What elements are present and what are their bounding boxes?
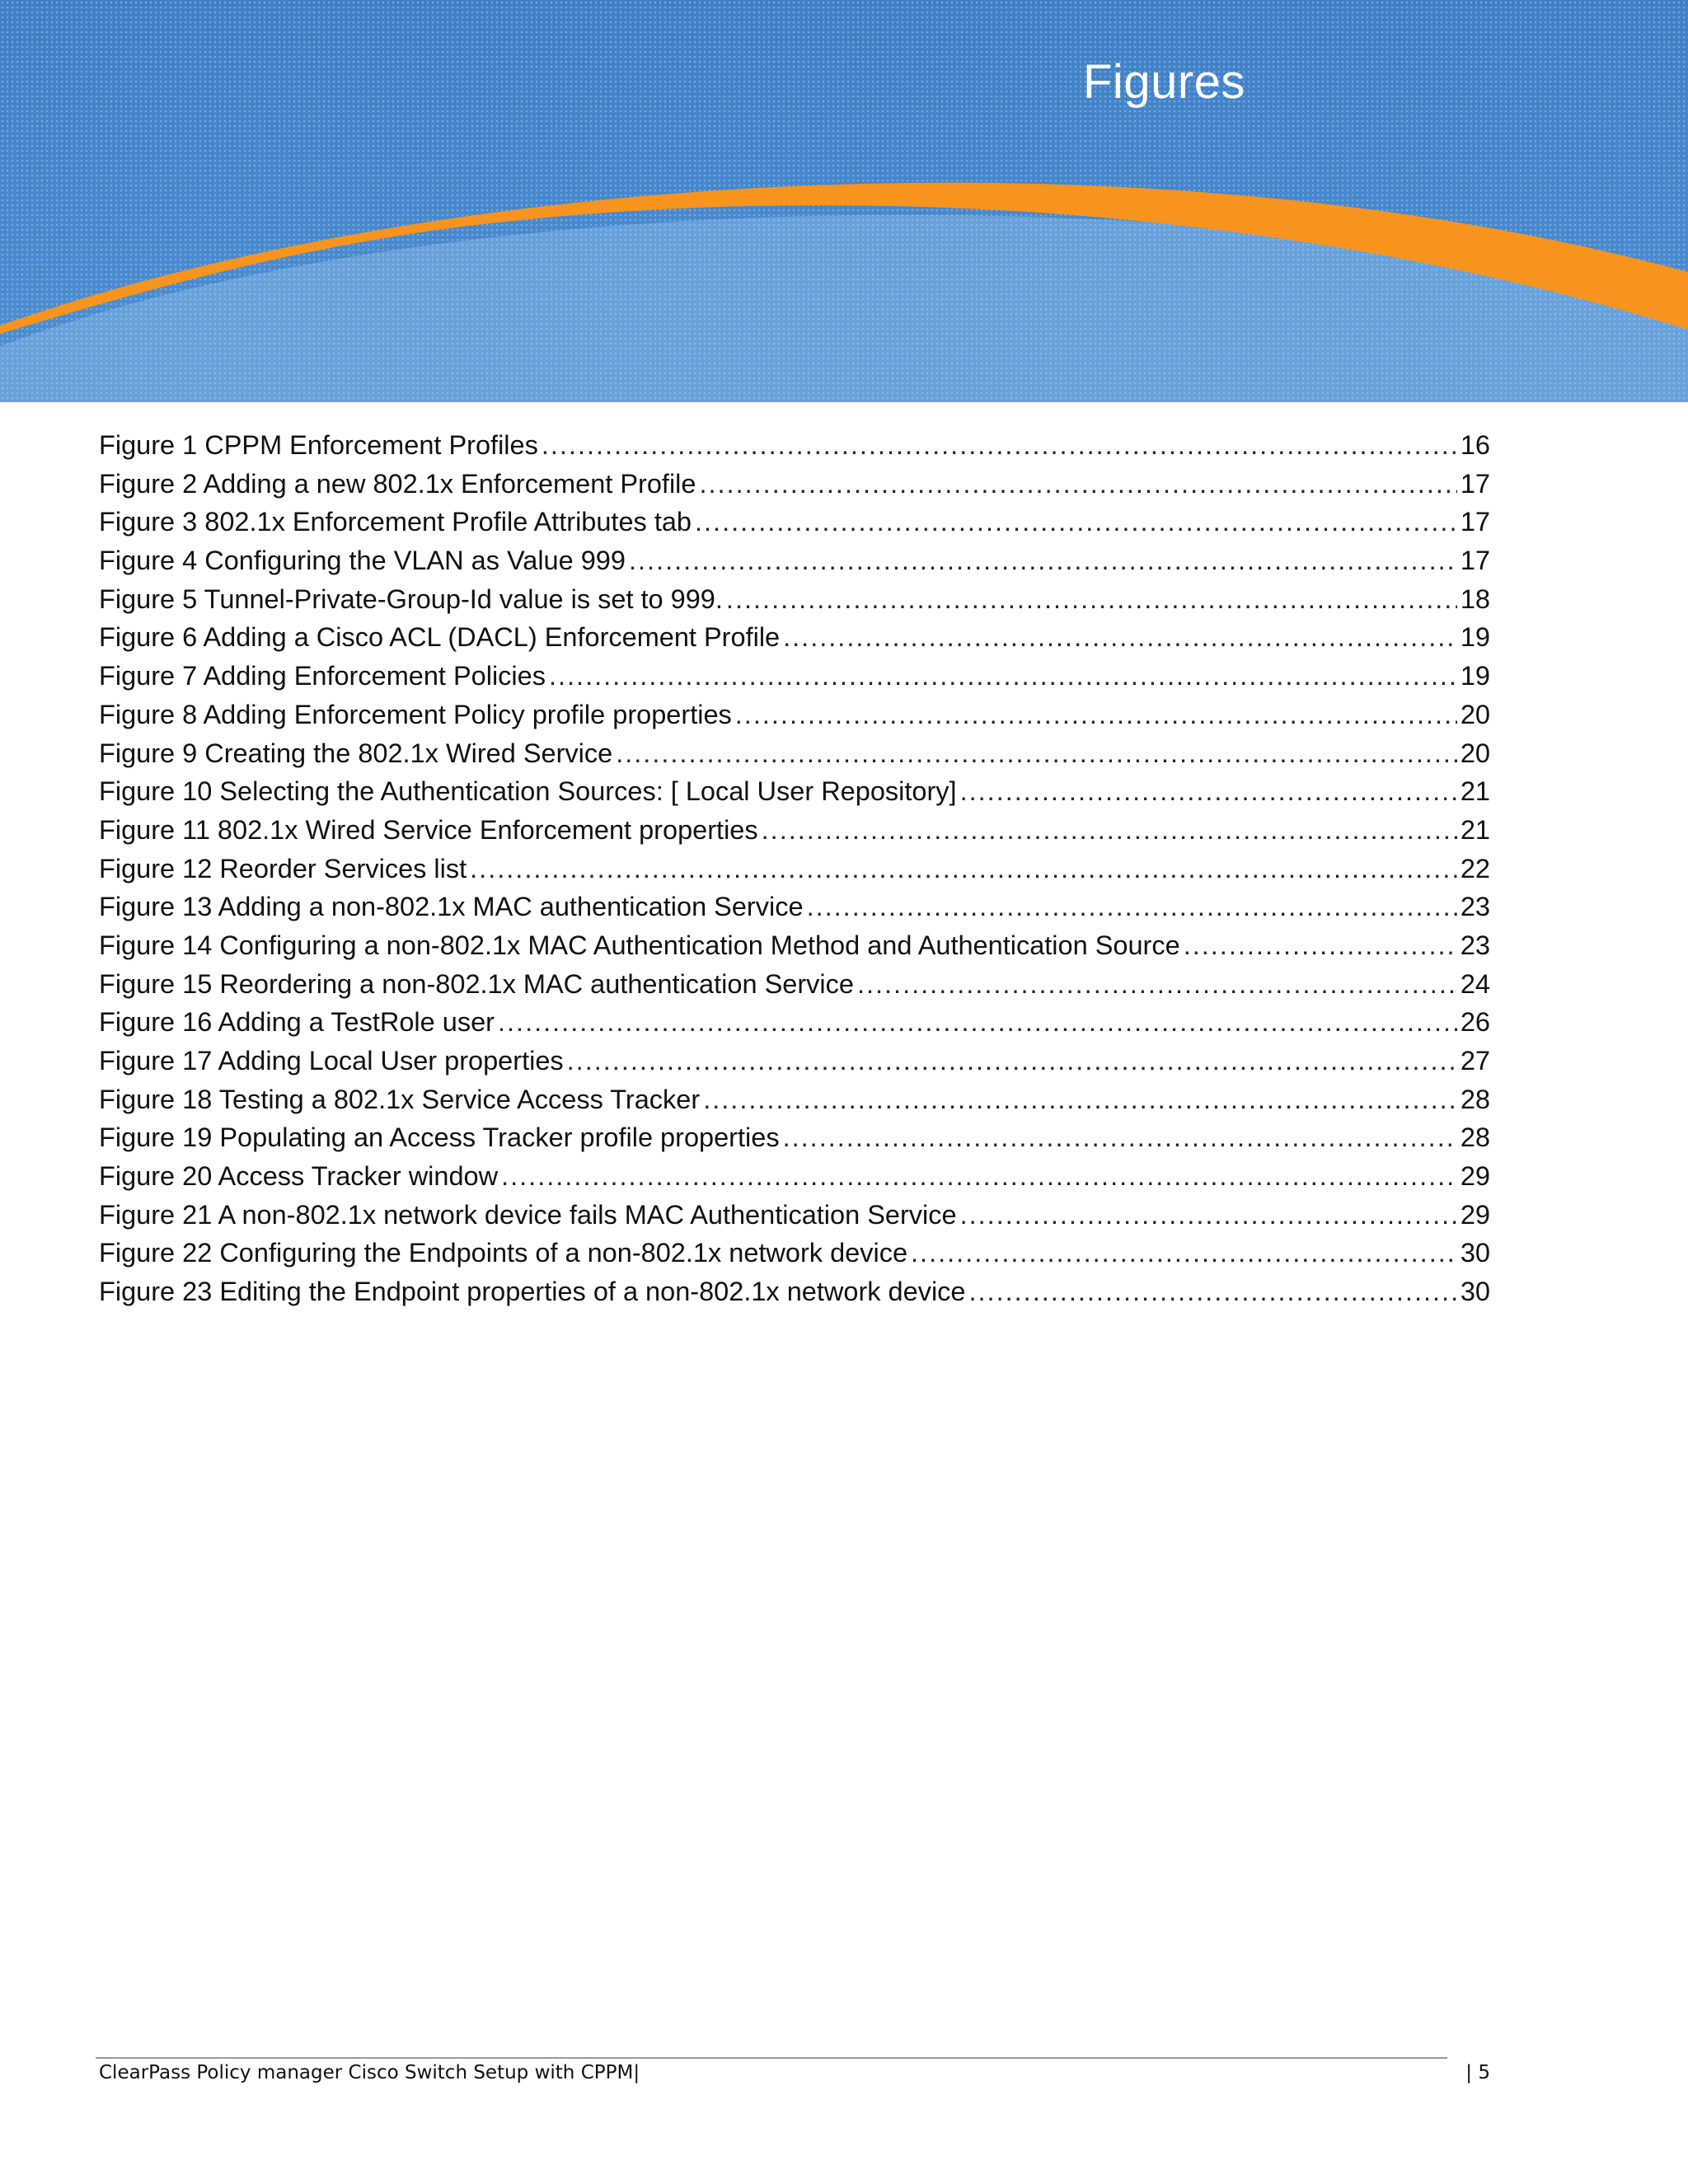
dot-leader [470,854,1457,884]
toc-entry-page: 29 [1460,1161,1490,1192]
toc-entry-page: 22 [1460,853,1490,883]
dot-leader [911,1238,1457,1268]
dot-leader [726,584,1457,615]
toc-entry-label: Figure 8 Adding Enforcement Policy profile properties [99,699,732,729]
page-title: Figures [1083,55,1245,109]
toc-entry-label: Figure 10 Selecting the Authentication Sources: [ Local User Repository] [99,776,957,807]
dot-leader [783,622,1457,653]
toc-entry[interactable] [99,776,1490,815]
toc-entry-page: 26 [1460,1007,1490,1038]
toc-entry-label: Figure 9 Creating the 802.1x Wired Service [99,738,613,768]
toc-entry-page: 24 [1460,968,1490,999]
toc-entry[interactable] [99,815,1490,854]
dot-leader [857,969,1457,1000]
dot-leader [629,546,1457,576]
toc-entry-label: Figure 13 Adding a non-802.1x MAC authentication Service [99,892,804,922]
toc-entry-page: 19 [1460,661,1490,691]
dot-leader [703,1085,1457,1115]
dot-leader [498,1007,1457,1038]
footer-page-number: | 5 [1465,2062,1490,2083]
toc-entry[interactable] [99,738,1490,777]
toc-entry-label: Figure 6 Adding a Cisco ACL (DACL) Enforcement Profile [99,622,781,653]
toc-entry[interactable] [99,1122,1490,1161]
toc-entry-label: Figure 17 Adding Local User properties [99,1046,564,1076]
figures-list [99,430,1490,1315]
toc-entry[interactable] [99,1238,1490,1277]
dot-leader [807,892,1457,922]
dot-leader [969,1277,1457,1307]
toc-entry[interactable] [99,1046,1490,1085]
toc-entry-page: 20 [1460,738,1490,768]
toc-entry[interactable] [99,1161,1490,1200]
toc-entry-label: Figure 2 Adding a new 802.1x Enforcement Profile [99,468,696,499]
toc-entry[interactable] [99,584,1490,623]
toc-entry[interactable] [99,969,1490,1008]
header-banner [0,0,1688,402]
toc-entry-label: Figure 15 Reordering a non-802.1x MAC authentication Service [99,968,854,999]
toc-entry-page: 28 [1460,1084,1490,1114]
toc-entry-page: 18 [1460,583,1490,614]
toc-entry-label: Figure 14 Configuring a non-802.1x MAC Authentication Method and Authentication Source [99,930,1180,960]
toc-entry-label: Figure 1 CPPM Enforcement Profiles [99,430,538,460]
toc-entry[interactable] [99,430,1490,469]
toc-entry-page: 23 [1460,892,1490,922]
toc-entry-label: Figure 12 Reorder Services list [99,853,467,883]
dot-leader [699,469,1456,499]
toc-entry-page: 30 [1460,1238,1490,1268]
toc-entry-page: 30 [1460,1277,1490,1307]
toc-entry[interactable] [99,507,1490,546]
dot-leader [549,661,1457,691]
toc-entry[interactable] [99,700,1490,738]
toc-entry[interactable] [99,622,1490,661]
dot-leader [960,1200,1457,1230]
toc-entry[interactable] [99,854,1490,893]
dot-leader [616,738,1457,769]
dot-leader [735,700,1457,730]
toc-entry-page: 21 [1460,776,1490,807]
toc-entry-page: 20 [1460,699,1490,729]
dot-leader [501,1161,1457,1192]
toc-entry-label: Figure 7 Adding Enforcement Policies [99,661,546,691]
toc-entry[interactable] [99,1200,1490,1239]
toc-entry[interactable] [99,1007,1490,1046]
toc-entry-label: Figure 20 Access Tracker window [99,1161,499,1192]
toc-entry-label: Figure 4 Configuring the VLAN as Value 999 [99,546,626,576]
toc-entry-label: Figure 16 Adding a TestRole user [99,1007,495,1038]
toc-entry-page: 21 [1460,814,1490,845]
dot-leader [542,430,1457,461]
footer-document-title: ClearPass Policy manager Cisco Switch Setup with CPPM| [99,2062,640,2083]
toc-entry-label: Figure 3 802.1x Enforcement Profile Attributes tab [99,507,692,537]
toc-entry[interactable] [99,546,1490,584]
dot-leader [1184,930,1457,961]
toc-entry-page: 27 [1460,1046,1490,1076]
toc-entry[interactable] [99,469,1490,508]
toc-entry-label: Figure 5 Tunnel-Private-Group-Id value is set to 999. [99,583,723,614]
toc-entry-page: 17 [1460,507,1490,537]
toc-entry-label: Figure 21 A non-802.1x network device fails MAC Authentication Service [99,1199,957,1230]
toc-entry-label: Figure 18 Testing a 802.1x Service Access Tracker [99,1084,701,1114]
toc-entry-page: 17 [1460,468,1490,499]
dot-leader [695,507,1457,537]
toc-entry-page: 23 [1460,930,1490,960]
toc-entry-page: 19 [1460,622,1490,653]
toc-entry-label: Figure 23 Editing the Endpoint properties of a non-802.1x network device [99,1277,966,1307]
toc-entry[interactable] [99,1277,1490,1315]
footer-divider [96,2057,1447,2059]
toc-entry[interactable] [99,661,1490,700]
dot-leader [960,776,1457,807]
toc-entry-page: 17 [1460,546,1490,576]
toc-entry-label: Figure 11 802.1x Wired Service Enforcement properties [99,814,758,845]
toc-entry-page: 16 [1460,430,1490,460]
toc-entry-label: Figure 19 Populating an Access Tracker profile properties [99,1122,780,1153]
toc-entry[interactable] [99,1085,1490,1123]
banner-graphic [0,0,1688,402]
toc-entry-label: Figure 22 Configuring the Endpoints of a non-802.1x network device [99,1238,908,1268]
dot-leader [567,1046,1457,1076]
toc-entry-page: 28 [1460,1122,1490,1153]
toc-entry-page: 29 [1460,1199,1490,1230]
toc-entry[interactable] [99,892,1490,930]
toc-entry[interactable] [99,930,1490,969]
dot-leader [783,1122,1457,1153]
dot-leader [762,815,1457,846]
